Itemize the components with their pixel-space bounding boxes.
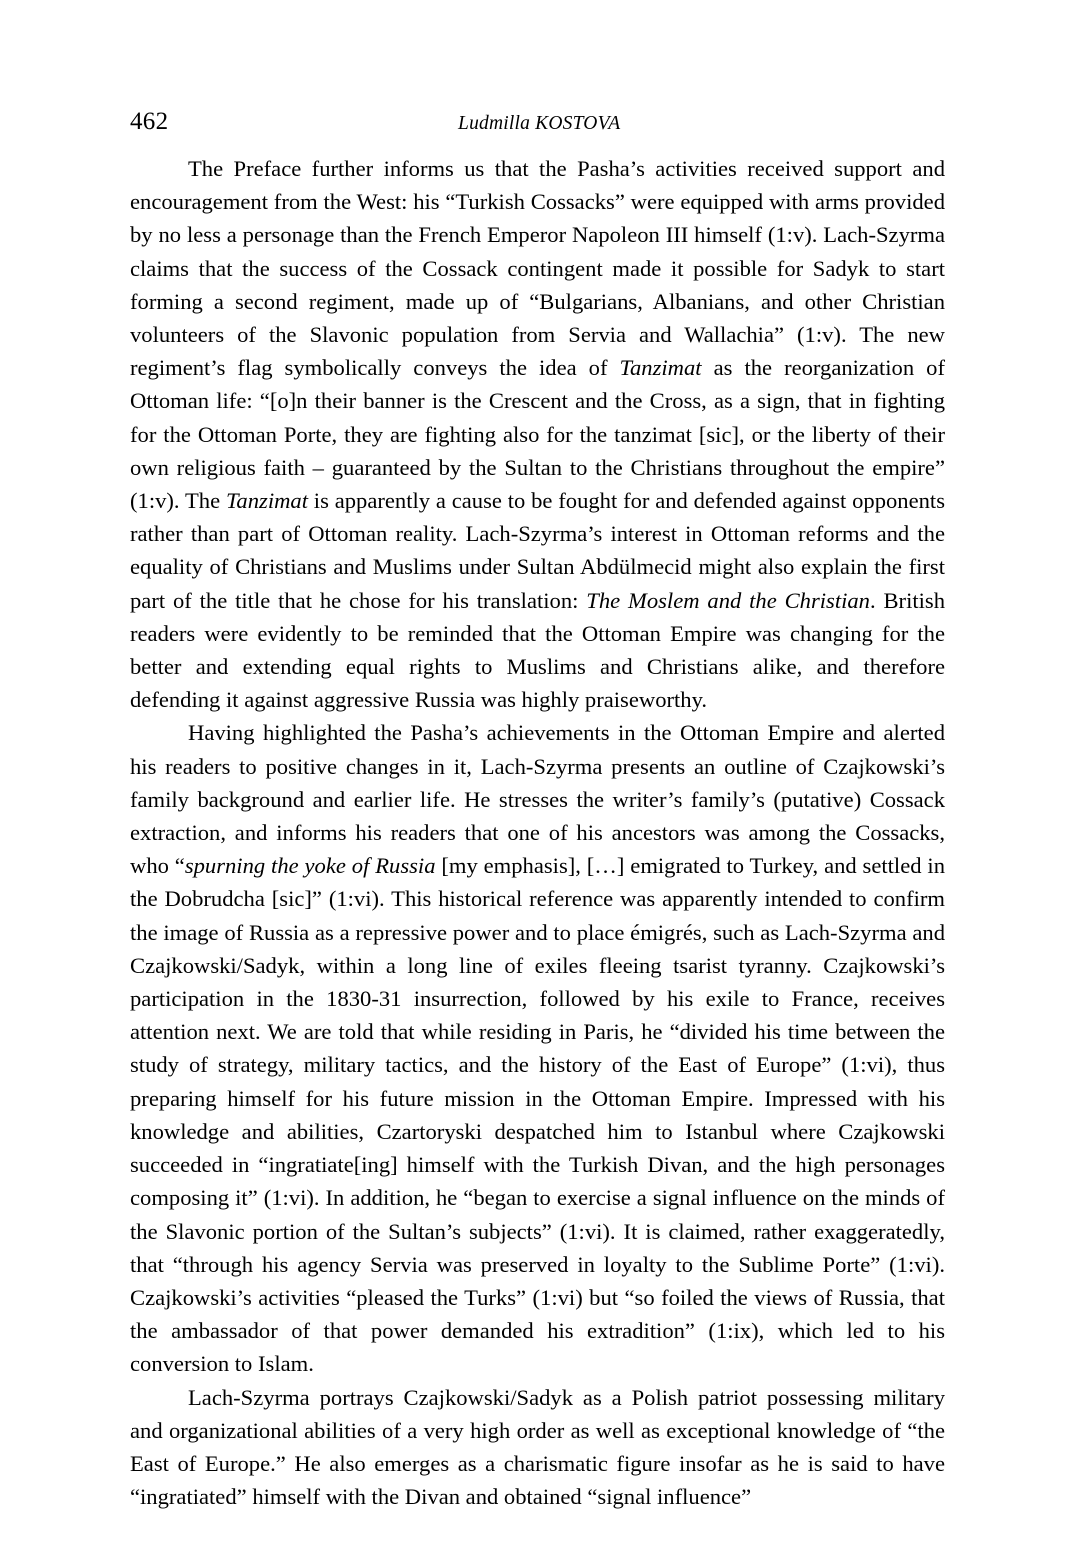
paragraph-1: The Preface further informs us that the Pasha’s activities received support and encouragement from the West: his “Turkish Cossacks” were equipped with arms provided by no less a personage than the French Emperor Napoleon III himself (1:v). Lach-Szyrma claims that the success of the Cossack contingent made it possible for Sadyk to start forming a second regiment, made up of “Bulgarians, Albanians, and other Christian volunteers of the Slavonic population from Servia and Wallachia” (1:v). The new regiment’s flag symbolically conveys the idea of Tanzimat as the reorganization of Ottoman life: “[o]n their banner is the Crescent and the Cross, as a sign, that in fighting for the Ottoman Porte, they are fighting also for the tanzimat [sic], or the liberty of their own religious faith – guaranteed by the Sultan to the Christians throughout the empire” (1:v). The Tanzimat is apparently a cause to be fought for and defended against opponents rather than part of Ottoman reality. Lach-Szyrma’s interest in Ottoman reforms and the equality of Christians and Muslims under Sultan Abdülmecid might also explain the first part of the title that he chose for his translation: The Moslem and the Christian. British readers were evidently to be reminded that the Ottoman Empire was changing for the better and extending equal rights to Muslims and Christians alike, and therefore defending it against aggressive Russia was highly praiseworthy. [130, 156, 946, 713]
page-header [130, 108, 950, 136]
paragraph-2: Having highlighted the Pasha’s achievements in the Ottoman Empire and alerted his readers to positive changes in it, Lach-Szyrma presents an outline of Czajkowski’s family background and earlier life. He stresses the writer’s family’s (putative) Cossack extraction, and informs his readers that one of his ancestors was among the Cossacks, who “spurning the yoke of Russia [my emphasis], […] emigrated to Turkey, and settled in the Dobrudcha [sic]” (1:vi). This historical reference was apparently intended to confirm the image of Russia as a repressive power and to place émigrés, such as Lach-Szyrma and Czajkowski/Sadyk, within a long line of exiles fleeing tsarist tyranny. Czajkowski’s participation in the 1830-31 insurrection, followed by his exile to France, receives attention next. We are told that while residing in Paris, he “divided his time between the study of strategy, military tactics, and the history of the East of Europe” (1:vi), thus preparing himself for his future mission in the Ottoman Empire. Impressed with his knowledge and abilities, Czartoryski despatched him to Istanbul where Czajkowski succeeded in “ingratiate[ing] himself with the Turkish Divan, and the high personages composing it” (1:vi). In addition, he “began to exercise a signal influence on the minds of the Slavonic portion of the Sultan’s subjects” (1:vi). It is claimed, rather exaggeratedly, that “through his agency Servia was preserved in loyalty to the Sublime Porte” (1:vi). Czajkowski’s activities “pleased the Turks” (1:vi) but “so foiled the views of Russia, that the ambassador of that power demanded his extradition” (1:ix), which led to his conversion to Islam. [130, 720, 945, 1377]
body-text [130, 152, 945, 1513]
paragraph-3: Lach-Szyrma portrays Czajkowski/Sadyk as a Polish patriot possessing military and organizational abilities of a very high order as well as exceptional knowledge of “the East of Europe.” He also emerges as a charismatic figure insofar as he is said to have “ingratiated” himself with the Divan and obtained “signal influence” [130, 1384, 945, 1510]
running-title: Ludmilla KOSTOVA [458, 113, 621, 134]
page-number: 462 [130, 108, 169, 135]
